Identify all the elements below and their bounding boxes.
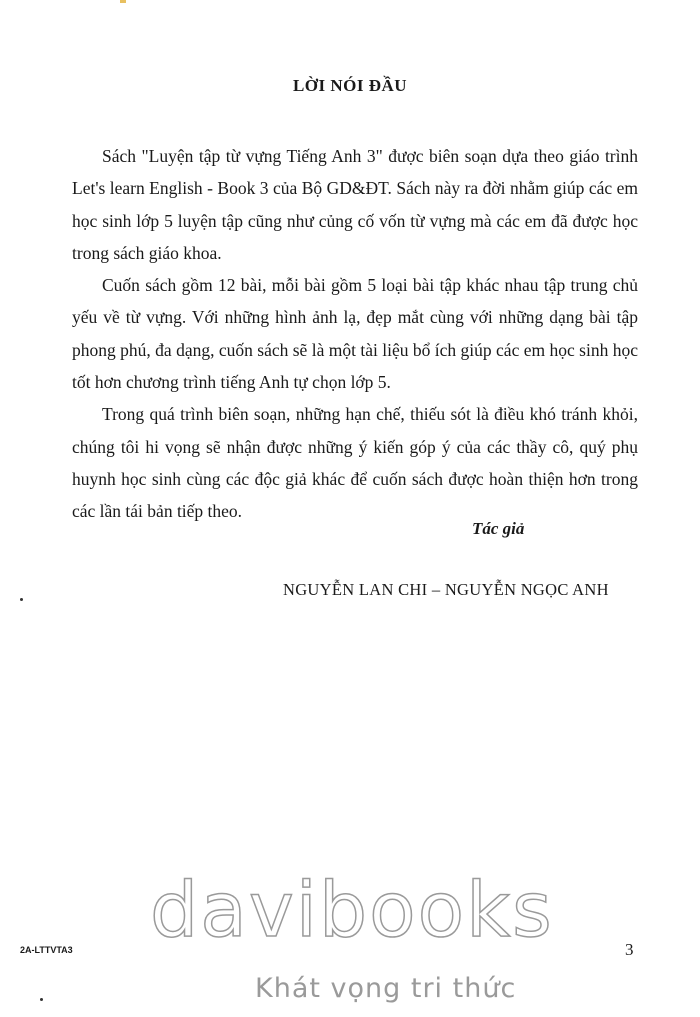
paragraph-2: Cuốn sách gồm 12 bài, mỗi bài gồm 5 loại bài tập khác nhau tập trung chủ yếu về từ vựng. Với những hình ảnh lạ, đẹp mắt cùng với những dạng bài tập phong phú, đa dạng, cuốn sách sẽ là một tài liệu bổ ích giúp các em học sinh học tốt hơn chương trình tiếng Anh tự chọn lớp 5.	[72, 275, 638, 393]
watermark-slogan: Khát vọng tri thức	[255, 973, 517, 1004]
scan-mark	[120, 0, 126, 3]
book-code: 2A-LTTVTA3	[20, 945, 73, 955]
page-number: 3	[625, 940, 634, 959]
preface-body	[72, 140, 638, 528]
author-label: Tác giả	[472, 519, 525, 538]
watermark-brand: davibooks	[150, 865, 554, 954]
paragraph-1: Sách "Luyện tập từ vựng Tiếng Anh 3" được biên soạn dựa theo giáo trình Let's learn English - Book 3 của Bộ GD&ĐT. Sách này ra đời nhằm giúp các em học sinh lớp 5 luyện tập cũng như củng cố vốn từ vựng mà các em đã được học trong sách giáo khoa.	[72, 146, 638, 263]
scan-dot	[20, 598, 23, 601]
page-title: LỜI NÓI ĐẦU	[292, 76, 408, 95]
scan-dot	[40, 998, 43, 1001]
author-names: NGUYỄN LAN CHI – NGUYỄN NGỌC ANH	[283, 580, 609, 599]
paragraph-3: Trong quá trình biên soạn, những hạn chế, thiếu sót là điều khó tránh khỏi, chúng tôi hi vọng sẽ nhận được những ý kiến góp ý của các thầy cô, quý phụ huynh học sinh cùng các độc giả khác để cuốn sách được hoàn thiện hơn trong các lần tái bản tiếp theo.	[72, 404, 638, 522]
